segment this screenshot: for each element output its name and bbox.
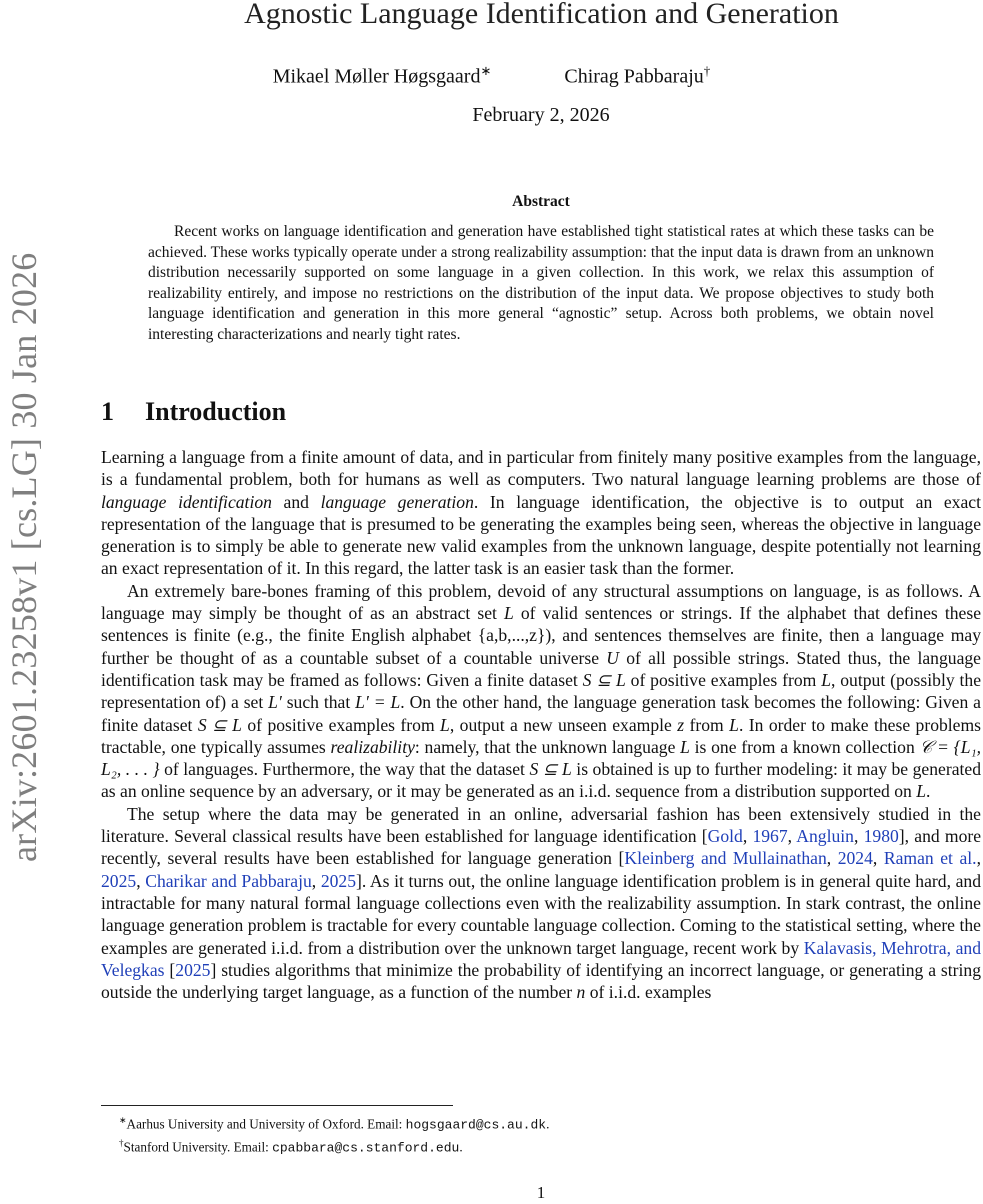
footnote-2: †Stanford University. Email: cpabbara@cs.stanford.edu. — [119, 1138, 463, 1156]
section-number: 1 — [101, 397, 114, 426]
citation-link[interactable]: 2025 — [101, 870, 137, 891]
citation-link[interactable]: 1967 — [752, 826, 788, 847]
body-text — [101, 446, 981, 1003]
author-mark: † — [703, 63, 711, 78]
email-address: cpabbara@cs.stanford.edu — [272, 1140, 460, 1156]
citation-link[interactable]: Kleinberg and Mullainathan — [624, 848, 827, 869]
author-name: Chirag Pabbaraju — [564, 65, 704, 88]
email-address: hogsgaard@cs.au.dk — [405, 1117, 547, 1133]
paragraph: An extremely bare-bones framing of this problem, devoid of any structural assumptions on language, is as follows. A language may simply be thought of as an abstract set L of valid sentences or strings. If the alphabet that defines these sentences is finite (e.g., the finite English alphabet {a,b,...,z}), and sentences themselves are finite, then a language may further be thought of as a countable subset of a countable universe U of all possible strings. Stated thus, the language identification task may be framed as follows: Given a finite dataset S ⊆ L of positive examples from L, output (possibly the representation of) a set L′ such that L′ = L. On the other hand, the language generation task becomes the following: Given a finite dataset S ⊆ L of positive examples from L, output a new unseen example z from L. In order to make these problems tractable, one typically assumes realizability: namely, that the unknown language L is one from a known collection 𝒞 = {L₁, L₂, . . . } of languages. Furthermore, the way that the dataset S ⊆ L is obtained is up to further modeling: it may be generated as an online sequence by an adversary, or it may be generated as an i.i.d. sequence from a distribution supported on L. — [101, 580, 982, 802]
author-mark: ∗ — [480, 63, 492, 78]
abstract-heading: Abstract — [512, 193, 570, 210]
citation-link[interactable]: Kalavasis, Mehrotra, and Velegkas — [101, 937, 982, 980]
abstract-text: Recent works on language identification and generation have established tight statistical rates at which these tasks can be achieved. These works typically operate under a strong realizability assumption: that the input data is drawn from an unknown distribution necessarily supported on some language in a given collection. In this work, we relax this assumption of realizability entirely, and impose no restrictions on the distribution of the input data. We propose objectives to study both language identification and generation in this more general “agnostic” setup. Across both problems, we obtain novel interesting characterizations and nearly tight rates. — [148, 223, 934, 343]
section-heading — [101, 396, 286, 428]
footnote-mark: † — [119, 1138, 124, 1149]
citation-link[interactable]: Angluin — [796, 826, 854, 847]
citation-link[interactable]: Charikar and Pabbaraju — [145, 870, 312, 891]
paragraph: The setup where the data may be generated in an online, adversarial fashion has been extensively studied in the literature. Several classical results have been established for language identification [Gold, 1967, Angluin, 1980], and more recently, several results have been established for language generation [Kleinberg and Mullainathan, 2024, Raman et al., 2025, Charikar and Pabbaraju, 2025]. As it turns out, the online language identification problem is in general quite hard, and intractable for many natural formal language collections even with the realizability assumption. In stark contrast, the online language generation problem is tractable for every countable language collection. Coming to the statistical setting, where the examples are generated i.i.d. from a distribution over the unknown target language, recent work by Kalavasis, Mehrotra, and Velegkas [2025] studies algorithms that minimize the probability of identifying an incorrect language, or generating a string outside the underlying target language, as a function of the number n of i.i.d. examples — [101, 803, 982, 1003]
citation-link[interactable]: Raman et al. — [883, 848, 977, 869]
author-2 — [564, 58, 710, 90]
citation-link[interactable]: 2025 — [175, 959, 211, 980]
author-name: Mikael Møller Høgsgaard — [272, 65, 481, 88]
footnotes — [101, 1111, 981, 1158]
citation-link[interactable]: Gold — [707, 826, 743, 847]
paragraph: Learning a language from a finite amount of data, and in particular from finitely many positive examples from the language, is a fundamental problem, both for humans as well as computers. Two natural language learning problems are those of language identification and language generation. In language identification, the objective is to output an exact representation of the language that is presumed to be generating the examples being seen, whereas the objective in language generation is to simply be able to generate new valid examples from the unknown language, despite potentially not learning an exact representation of it. In this regard, the latter task is an easier task than the former. — [101, 447, 981, 579]
footnote-rule — [101, 1105, 453, 1106]
footnote-mark: ∗ — [119, 1115, 127, 1125]
section-title: Introduction — [145, 397, 287, 426]
citation-link[interactable]: 1980 — [863, 826, 899, 847]
author-1 — [273, 58, 492, 90]
paper-title: Agnostic Language Identification and Generation — [244, 0, 839, 30]
citation-link[interactable]: 2024 — [837, 848, 873, 869]
author-list — [0, 58, 983, 90]
page-number: 1 — [536, 1183, 546, 1202]
citation-link[interactable]: 2025 — [320, 870, 357, 891]
arxiv-identifier: arXiv:2601.23258v1 [cs.LG] 30 Jan 2026 — [4, 252, 44, 862]
footnote-1: ∗Aarhus University and University of Oxford. Email: hogsgaard@cs.au.dk. — [119, 1115, 550, 1133]
paper-date: February 2, 2026 — [472, 104, 610, 126]
